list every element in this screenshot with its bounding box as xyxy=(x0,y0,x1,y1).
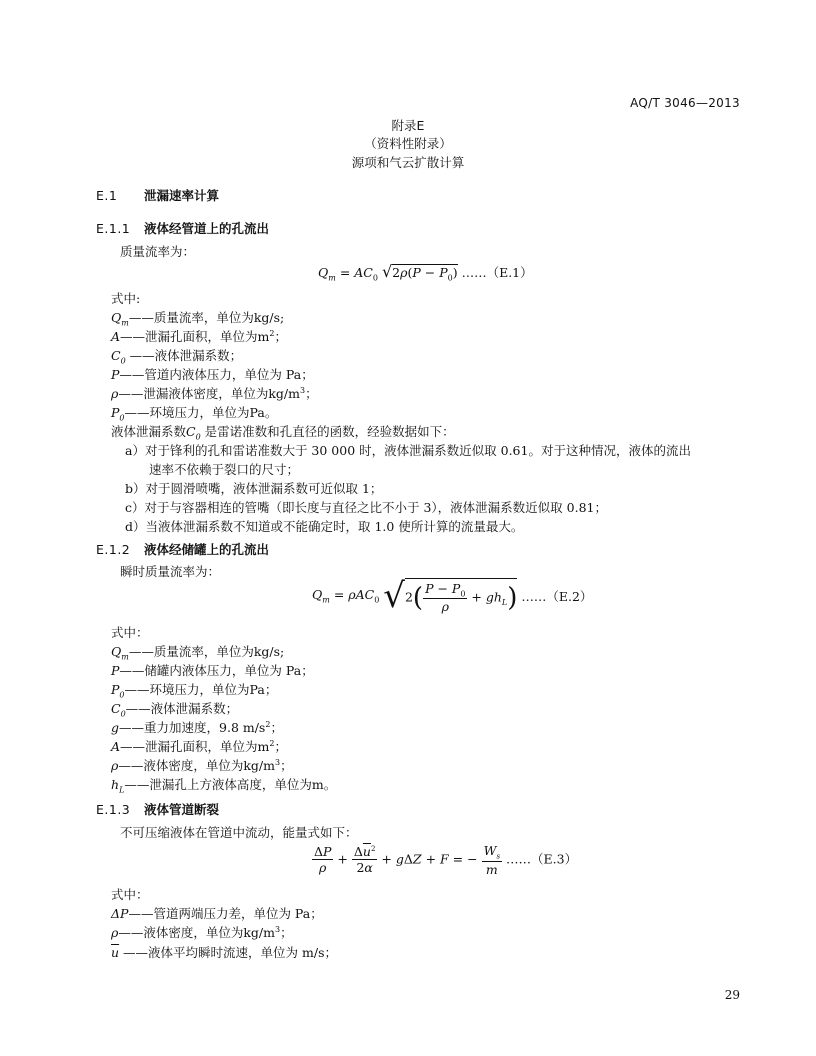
section-e13-heading: E.1.3 液体管道断裂 xyxy=(96,802,220,817)
e12-var-row: $h_L——$泄漏孔上方液体高度，单位为m。 xyxy=(111,777,337,795)
e11-var-row: ρ——泄漏液体密度，单位为$kg/m^3$； xyxy=(111,385,318,401)
e13-var-row: ΔP——管道两端压力差，单位为 Pa； xyxy=(111,906,323,921)
e12-intro: 瞬时质量流率为： xyxy=(120,564,221,579)
section-e11-heading: E.1.1 液体经管道上的孔流出 xyxy=(96,221,270,236)
e11-c0-note: 液体泄漏系数$C_0$ 是雷诺准数和孔直径的函数，经验数据如下： xyxy=(111,424,455,442)
eq-e3-tag: ……（E.3） xyxy=(506,851,578,867)
e11-var-row: $P_0——$环境压力，单位为Pa。 xyxy=(111,405,278,423)
e12-var-row: g——重力加速度，9.8 $m/s^2$； xyxy=(111,719,283,735)
e11-var-row: A——泄漏孔面积，单位为$m^2$； xyxy=(111,328,287,344)
e12-var-row: P——储罐内液体压力，单位为 Pa； xyxy=(111,663,314,678)
e11-intro: 质量流率为： xyxy=(120,244,196,259)
appendix-type: （资料性附录） xyxy=(364,136,452,151)
equation-e2: $Q_m = \rho AC_0$ √2( $\frac{P - P_0}{\rho}$ + $gh_L$) ……（E.2） xyxy=(312,576,593,616)
eq-e2-tag: ……（E.2） xyxy=(521,589,593,604)
page-number: 29 xyxy=(724,988,740,1002)
e11-where: 式中: xyxy=(111,291,141,306)
section-e12-heading: E.1.2 液体经储罐上的孔流出 xyxy=(96,542,270,557)
e11-item-d: d）当液体泄漏系数不知道或不能确定时，取 1.0 使所计算的流量最大。 xyxy=(125,519,524,534)
e12-var-row: $C_0——$液体泄漏系数； xyxy=(111,701,239,719)
e13-var-row: $\overline{u}$ ——液体平均瞬时流速，单位为 m/s； xyxy=(111,945,337,960)
standard-number: AQ/T 3046—2013 xyxy=(630,96,740,110)
equation-e3: $\frac{\Delta P}{\rho}$ + $\frac{\Delta\overline{u}^2}{2\alpha}$ + gΔZ + F = − $\frac{W_s}{m}$ ……（E.3） xyxy=(314,843,578,877)
e11-item-b: b）对于圆滑喷嘴，液体泄漏系数可近似取 1； xyxy=(125,481,383,496)
appendix-title: 附录E xyxy=(391,118,425,133)
e12-var-row: $P_0——$环境压力，单位为Pa； xyxy=(111,682,278,700)
e13-var-row: ρ——液体密度，单位为$kg/m^3$； xyxy=(111,924,293,940)
e12-var-row: A——泄漏孔面积，单位为$m^2$； xyxy=(111,738,287,754)
e11-var-row: $C_0$ ——液体泄漏系数； xyxy=(111,348,243,366)
e11-item-a-cont: 速率不依赖于裂口的尺寸； xyxy=(149,462,300,477)
e12-where: 式中： xyxy=(111,625,149,640)
section-e1-heading: E.1 泄漏速率计算 xyxy=(96,188,220,203)
e13-intro: 不可压缩液体在管道中流动，能量式如下： xyxy=(120,825,358,840)
e12-var-row: $Q_m——$质量流率，单位为kg/s; xyxy=(111,644,285,662)
e11-var-row: $Q_m——$质量流率，单位为kg/s; xyxy=(111,310,285,328)
appendix-name: 源项和气云扩散计算 xyxy=(351,155,465,170)
equation-e1: $Q_m = AC_0$ $√2\rho(P - P_0)$ ……（E.1） xyxy=(318,262,533,283)
e12-var-row: ρ——液体密度，单位为$kg/m^3$； xyxy=(111,757,293,773)
e11-item-a: a）对于锋利的孔和雷诺准数大于 30 000 时，液体泄漏系数近似取 0.61。对于这种情况，液体的流出 xyxy=(125,443,691,458)
e13-where: 式中： xyxy=(111,887,149,902)
e11-item-c: c）对于与容器相连的管嘴（即长度与直径之比不小于 3），液体泄漏系数近似取 0.81； xyxy=(125,500,607,515)
e11-var-row: P——管道内液体压力，单位为 Pa； xyxy=(111,367,314,382)
eq-e1-tag: ……（E.1） xyxy=(461,265,533,280)
